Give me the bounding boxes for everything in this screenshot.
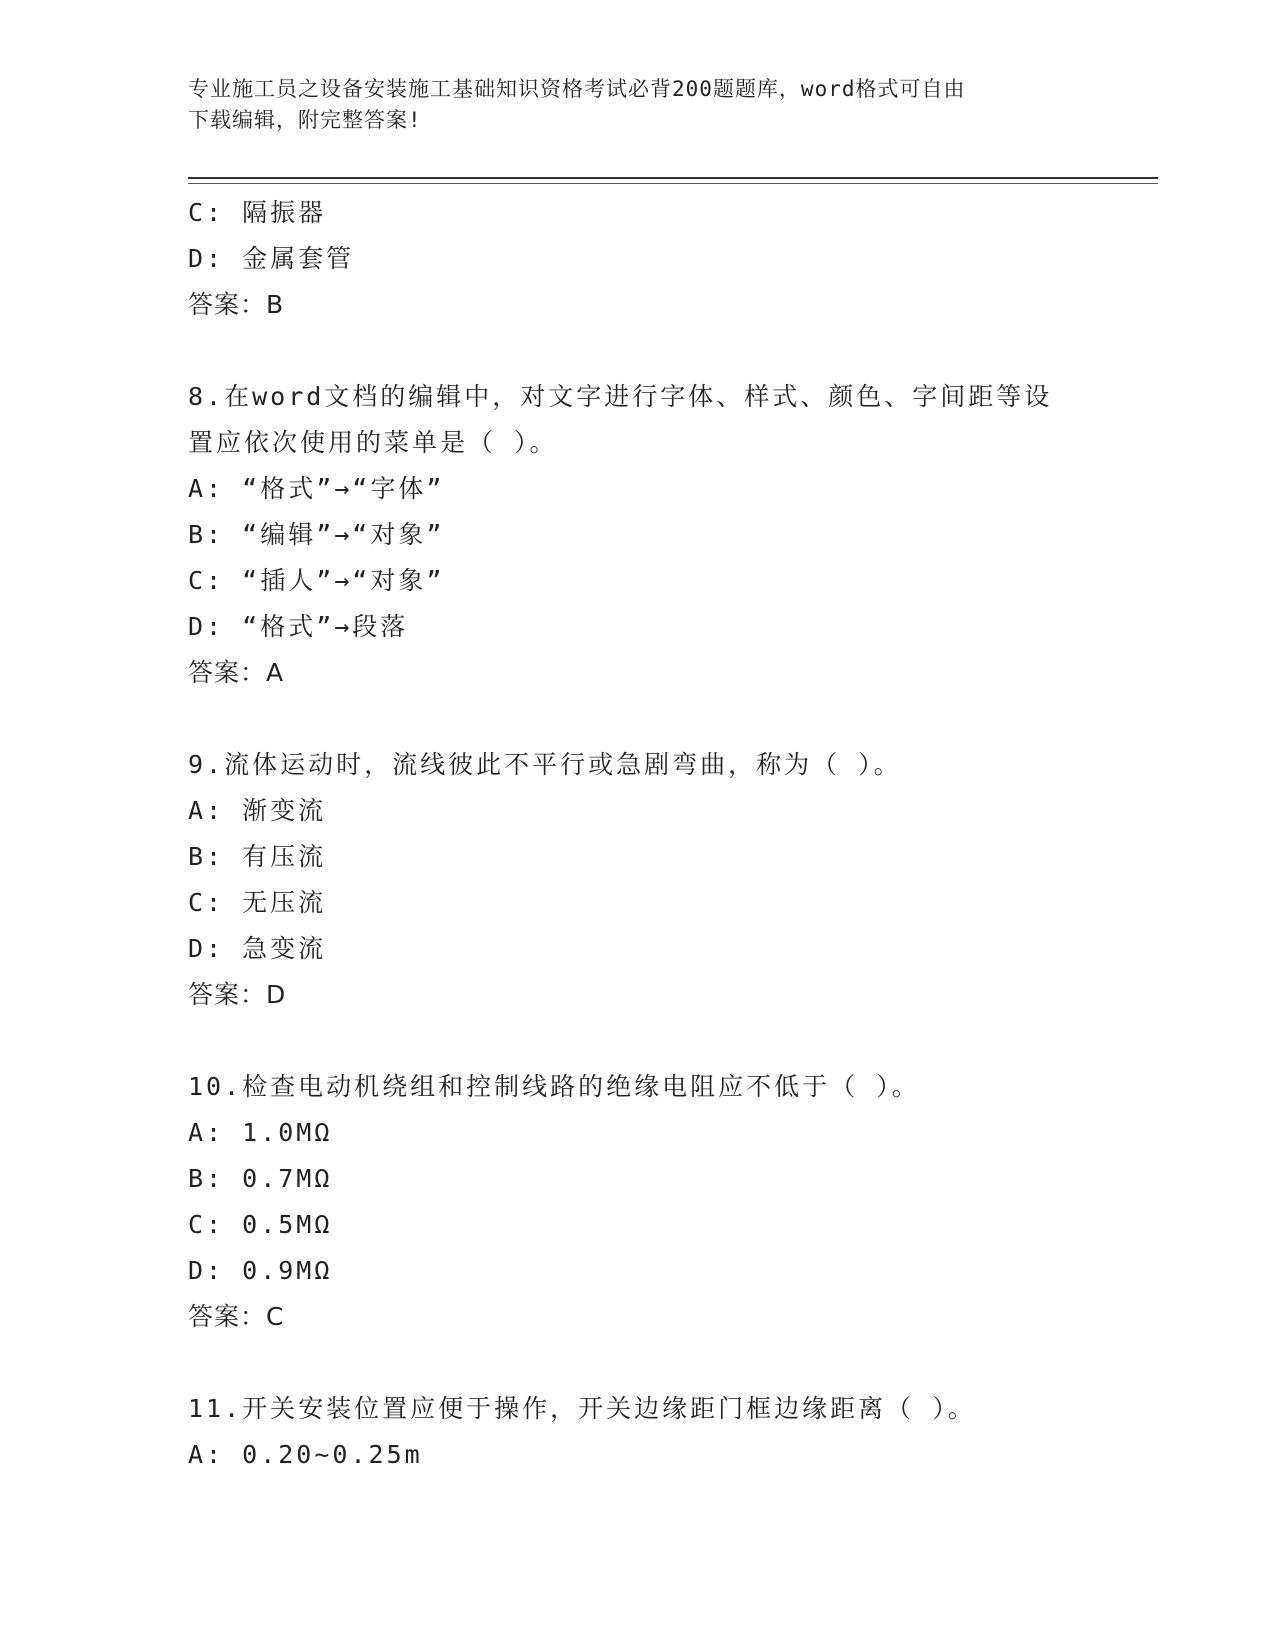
option-c: C: 隔振器 — [188, 198, 327, 227]
answer: 答案：C — [188, 1302, 285, 1331]
option-a: A: 渐变流 — [188, 796, 327, 825]
option-a: A: 0.20~0.25m — [188, 1440, 423, 1469]
answer: 答案：D — [188, 980, 287, 1009]
answer: 答案：A — [188, 658, 285, 687]
header-divider-thin — [188, 183, 1158, 184]
question-stem: 11.开关安装位置应便于操作，开关边缘距门框边缘距离（ ）。 — [188, 1394, 976, 1423]
option-b: B: 有压流 — [188, 842, 327, 871]
question-stem-continued: 置应依次使用的菜单是（ ）。 — [188, 428, 558, 457]
question-9 — [188, 742, 1158, 1018]
option-b: B: 0.7MΩ — [188, 1164, 333, 1193]
option-d: D: 金属套管 — [188, 244, 355, 273]
option-a: A: 1.0MΩ — [188, 1118, 333, 1147]
question-stem: 10.检查电动机绕组和控制线路的绝缘电阻应不低于（ ）。 — [188, 1072, 920, 1101]
question-11 — [188, 1386, 1158, 1478]
question-7-partial — [188, 190, 1158, 328]
question-list — [188, 190, 1158, 1478]
option-b: B: “编辑”→“对象” — [188, 520, 445, 549]
question-stem: 8.在word文档的编辑中，对文字进行字体、样式、颜色、字间距等设 — [188, 382, 1053, 411]
option-d: D: 0.9MΩ — [188, 1256, 333, 1285]
header-divider-thick — [188, 177, 1158, 179]
option-c: C: 无压流 — [188, 888, 327, 917]
option-c: C: “插人”→“对象” — [188, 566, 445, 595]
header-title-line-2: 下载编辑，附完整答案! — [188, 108, 422, 132]
header-title-line-1: 专业施工员之设备安装施工基础知识资格考试必背200题题库，word格式可自由 — [188, 77, 966, 101]
option-a: A: “格式”→“字体” — [188, 474, 445, 503]
option-d: D: 急变流 — [188, 934, 327, 963]
answer: 答案：B — [188, 290, 285, 319]
option-c: C: 0.5MΩ — [188, 1210, 333, 1239]
document-header — [188, 74, 1088, 136]
question-stem: 9.流体运动时，流线彼此不平行或急剧弯曲，称为（ ）。 — [188, 750, 902, 779]
question-8 — [188, 374, 1158, 696]
question-10 — [188, 1064, 1158, 1340]
option-d: D: “格式”→段落 — [188, 612, 409, 641]
